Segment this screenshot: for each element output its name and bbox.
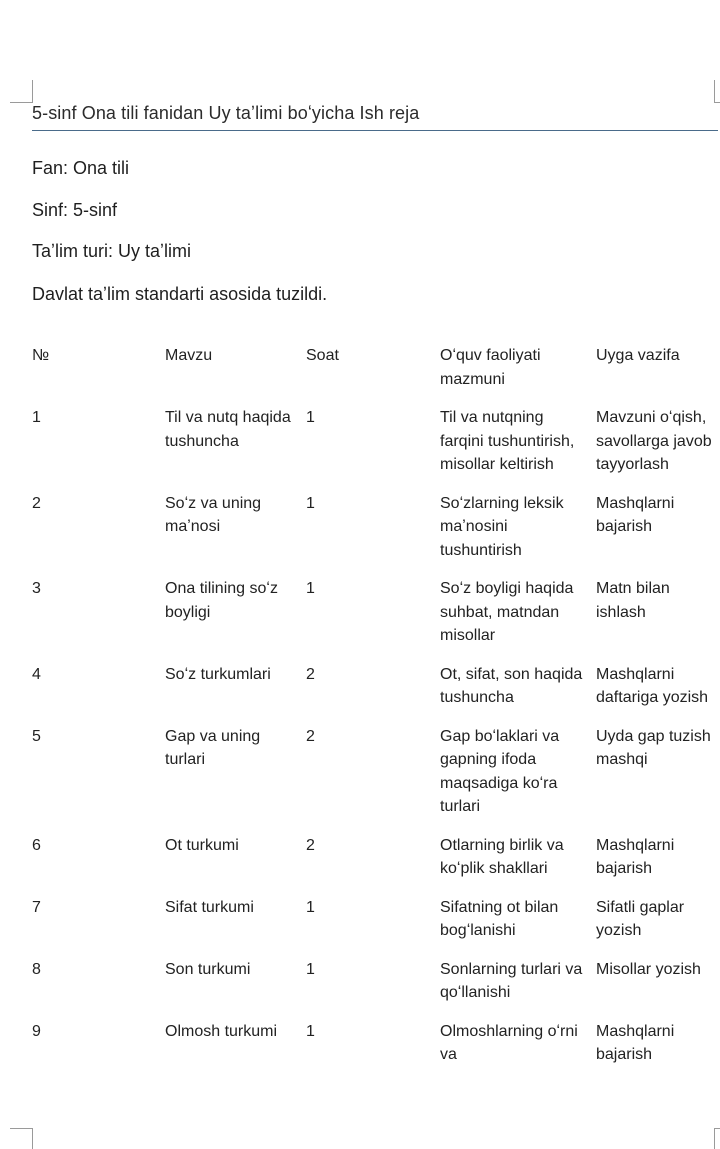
cell-homework: Misollar yozish xyxy=(596,960,701,978)
work-plan-table xyxy=(32,344,720,1082)
cell-homework: Mashqlarni bajarish xyxy=(596,1022,675,1063)
cell-hours: 2 xyxy=(306,665,315,683)
cell-activity: Sonlarning turlari va qoʻllanishi xyxy=(440,960,583,1001)
table-row xyxy=(32,1020,720,1082)
cell-number: 1 xyxy=(32,409,41,426)
cell-number: 3 xyxy=(32,580,41,597)
page-corner-mark-top-left xyxy=(10,80,33,103)
cell-activity: Sifatning ot bilan bogʻlanishi xyxy=(440,898,559,939)
cell-number: 6 xyxy=(32,836,41,854)
cell-hours: 1 xyxy=(306,494,315,512)
cell-topic: Soʻz va uning maʼnosi xyxy=(165,494,262,535)
table-row xyxy=(32,406,720,492)
cell-activity: Otlarning birlik va koʻplik shakllari xyxy=(440,836,564,877)
header-topic: Mavzu xyxy=(165,347,213,364)
cell-number: 4 xyxy=(32,665,41,683)
cell-homework: Mashqlarni daftariga yozish xyxy=(596,665,709,706)
cell-homework: Mashqlarni bajarish xyxy=(596,836,675,877)
page-corner-mark-bottom-right xyxy=(714,1128,720,1149)
cell-hours: 2 xyxy=(306,836,315,854)
cell-hours: 1 xyxy=(306,960,315,978)
table-row xyxy=(32,896,720,958)
cell-hours: 1 xyxy=(306,1022,315,1040)
cell-activity: Ot, sifat, son haqida tushuncha xyxy=(440,665,583,706)
cell-homework: Matn bilan ishlash xyxy=(596,580,670,621)
header-number: № xyxy=(32,347,50,364)
cell-hours: 2 xyxy=(306,727,315,745)
cell-hours: 1 xyxy=(306,898,315,916)
table-row xyxy=(32,958,720,1020)
education-type-line: Taʼlim turi: Uy taʼlimi xyxy=(32,241,192,261)
cell-topic: Sifat turkumi xyxy=(165,898,254,916)
cell-activity: Til va nutqning farqini tushuntirish, misollar keltirish xyxy=(440,409,575,473)
cell-topic: Olmosh turkumi xyxy=(165,1022,278,1040)
cell-activity: Soʻz boyligi haqida suhbat, matndan misollar xyxy=(440,580,574,644)
cell-topic: Til va nutq haqida tushuncha xyxy=(165,409,291,450)
cell-topic: Ona tilining soʻz boyligi xyxy=(165,580,278,621)
table-row xyxy=(32,492,720,578)
cell-homework: Mashqlarni bajarish xyxy=(596,494,675,535)
cell-number: 8 xyxy=(32,960,41,978)
cell-number: 9 xyxy=(32,1022,41,1040)
cell-topic: Son turkumi xyxy=(165,960,251,978)
grade-line: Sinf: 5-sinf xyxy=(32,200,118,220)
cell-homework: Mavzuni oʻqish, savollarga javob tayyorlash xyxy=(596,409,712,473)
cell-homework: Sifatli gaplar yozish xyxy=(596,898,685,939)
header-activity: Oʻquv faoliyati mazmuni xyxy=(440,347,541,388)
header-hours: Soat xyxy=(306,347,339,364)
page-corner-mark-top-right xyxy=(714,80,720,103)
standard-note: Davlat taʼlim standarti asosida tuzildi. xyxy=(32,284,328,304)
table-header-row xyxy=(32,344,720,406)
table-row xyxy=(32,663,720,725)
header-homework: Uyga vazifa xyxy=(596,347,680,364)
subject-line: Fan: Ona tili xyxy=(32,158,130,178)
table-body xyxy=(32,406,720,1082)
document-title: 5-sinf Ona tili fanidan Uy taʼlimi boʻyicha Ish reja xyxy=(32,103,718,131)
cell-number: 5 xyxy=(32,727,41,745)
cell-activity: Olmoshlarning oʻrni va xyxy=(440,1022,578,1063)
table-row xyxy=(32,725,720,834)
cell-topic: Ot turkumi xyxy=(165,836,239,854)
cell-number: 7 xyxy=(32,898,41,916)
cell-activity: Gap boʻlaklari va gapning ifoda maqsadiga koʻra turlari xyxy=(440,727,560,815)
table-row xyxy=(32,834,720,896)
page-corner-mark-bottom-left xyxy=(10,1128,33,1149)
cell-activity: Soʻzlarning leksik maʼnosini tushuntirish xyxy=(440,494,564,559)
cell-number: 2 xyxy=(32,494,41,512)
cell-homework: Uyda gap tuzish mashqi xyxy=(596,727,711,768)
cell-topic: Gap va uning turlari xyxy=(165,727,261,768)
cell-hours: 1 xyxy=(306,580,315,597)
cell-topic: Soʻz turkumlari xyxy=(165,665,271,683)
table-row xyxy=(32,577,720,663)
cell-hours: 1 xyxy=(306,409,315,426)
